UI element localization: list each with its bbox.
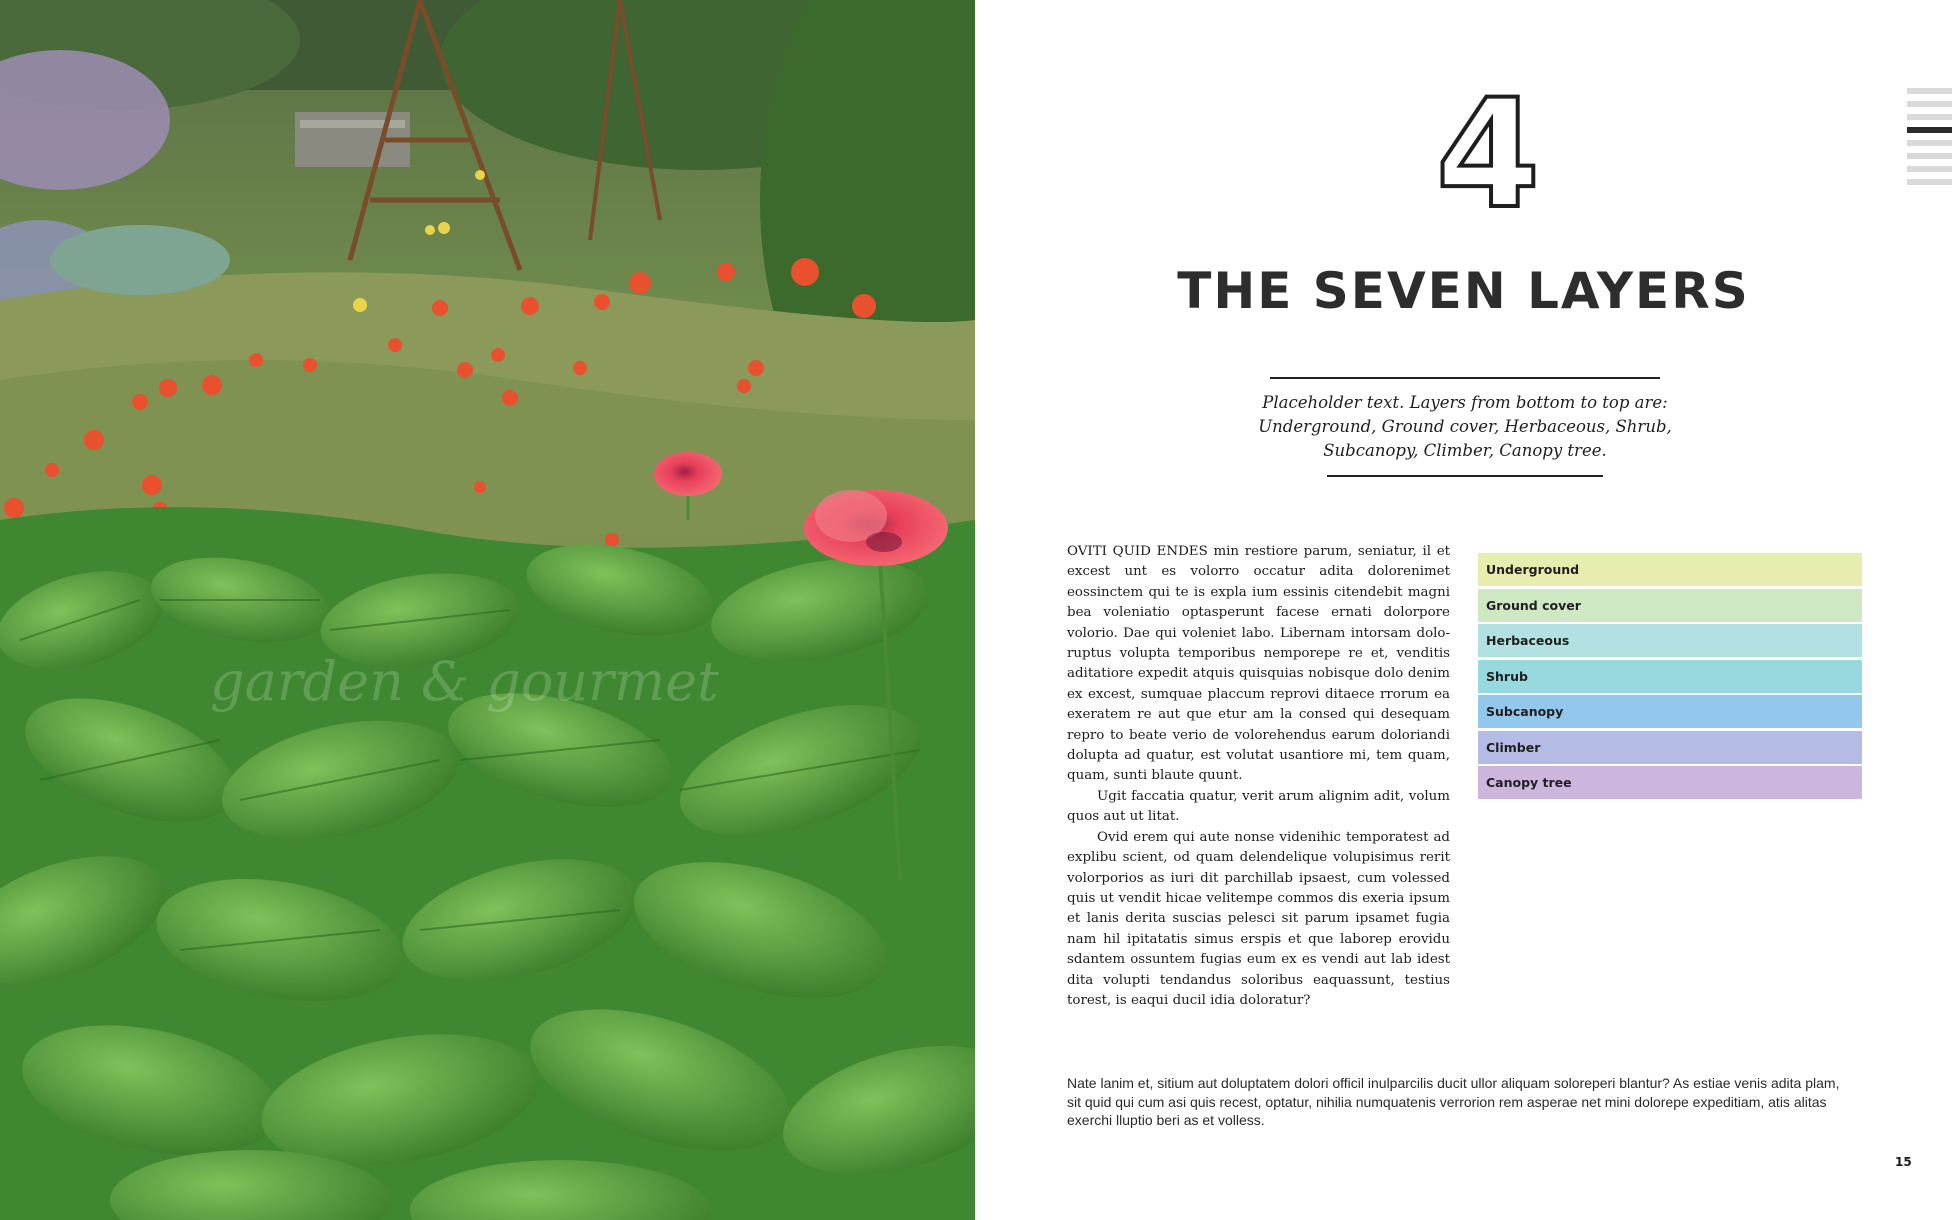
chapter-tab [1907,153,1952,159]
chapter-tabs [1907,88,1952,192]
chapter-number [1413,78,1563,218]
chapter-tab [1907,166,1952,172]
layer-ground-cover [1478,589,1862,622]
chapter-tab [1907,114,1952,120]
garden-photo [0,0,975,1220]
layer-label: Subcanopy [1486,704,1564,719]
body-paragraph-1: OVITI QUID ENDES min restiore parum, seniatur, il et excest unt es volorro occatur adita dolorenimet eossinctem qui te is expla ium essinis citendebit magni bea voleniatio optasperunt facese ernati dolorpore volorio. Dae qui voleniet labo. Libernam intorsam dolo-ruptus volupta temporibus nemporepe re et, venditis aditatiore expedit atquis quisquias nobisque dolo denim ex excest, sumquae placcum reprovi ditaece rrorum ea exeratem re aut que etur am la consed qui desequam repro to beate verio de volorehendus earum doloriandi dolupta ad quatur, est volutat usantiore mi, tem quam, quam, sunti blaute quunt. [1067,544,1450,784]
intro-text: Placeholder text. Layers from bottom to top are: Underground, Ground cover, Herbaceous, Shrub, Subcanopy, Climber, Canopy tree. [1258,393,1672,460]
chapter-title: THE SEVEN LAYERS [1177,262,1750,320]
chapter-tab [1907,88,1952,94]
layer-canopy-tree [1478,766,1862,799]
intro-rule-bottom [1327,475,1603,477]
chapter-tab [1907,101,1952,107]
layer-subcanopy [1478,695,1862,728]
layer-label: Shrub [1486,668,1528,684]
layers-legend [1478,553,1862,802]
chapter-tab [1907,140,1952,146]
page-number: 15 [1895,1155,1912,1169]
garden-photo-illustration [0,0,975,1220]
body-paragraph-2: Ugit faccatia quatur, verit arum alignim adit, volum quos aut ut litat. [1067,788,1450,825]
layer-label: Ground cover [1486,597,1581,613]
intro-rule-top [1270,377,1660,379]
footnote-text: Nate lanim et, sitium aut doluptatem dolori officil inulparcilis ducit ullor aliquam soloreperi blantur? As estiae venis adita plam, sit quid qui cum asi quis recest, optatur, nihilia numquatenis verrorion rem asperae net mini dolorepe expeditiam, atis alitas exerchi lluptio beri as et volless. [1067,1075,1840,1128]
layer-label: Underground [1486,562,1580,577]
chapter-number-text: 4 [1435,78,1541,218]
layer-herbaceous [1478,624,1862,657]
layer-climber [1478,731,1862,764]
layer-label: Herbaceous [1486,633,1570,648]
right-page [975,0,1952,1220]
photo-watermark: garden & gourmet [210,650,719,713]
layer-label: Canopy tree [1486,775,1572,790]
body-paragraph-3: Ovid erem qui aute nonse videnihic temporatest ad explibu scient, od quam delendelique volupisimus rerit volorporios as iuri dit parchillab ipsaest, cum volessed quis ut vendit hicae velitempe commos dis exeria ipsum et lanis derita suscias pelesci sit parum ipsamet fugia nam hil ipitatatis simus erspis et que laborep erovidu sdantem ossuntem fugias eum ex es vendi aut lab idest dita volupti tendandus soloribus eaquassunt, testius torest, is eaqui ducil idia doloratur? [1067,829,1450,1008]
layer-label: Climber [1486,739,1541,755]
chapter-tab [1907,179,1952,185]
layer-underground [1478,553,1862,586]
layer-shrub [1478,660,1862,693]
body-column [1067,542,1450,1011]
chapter-tab-active [1907,127,1952,133]
